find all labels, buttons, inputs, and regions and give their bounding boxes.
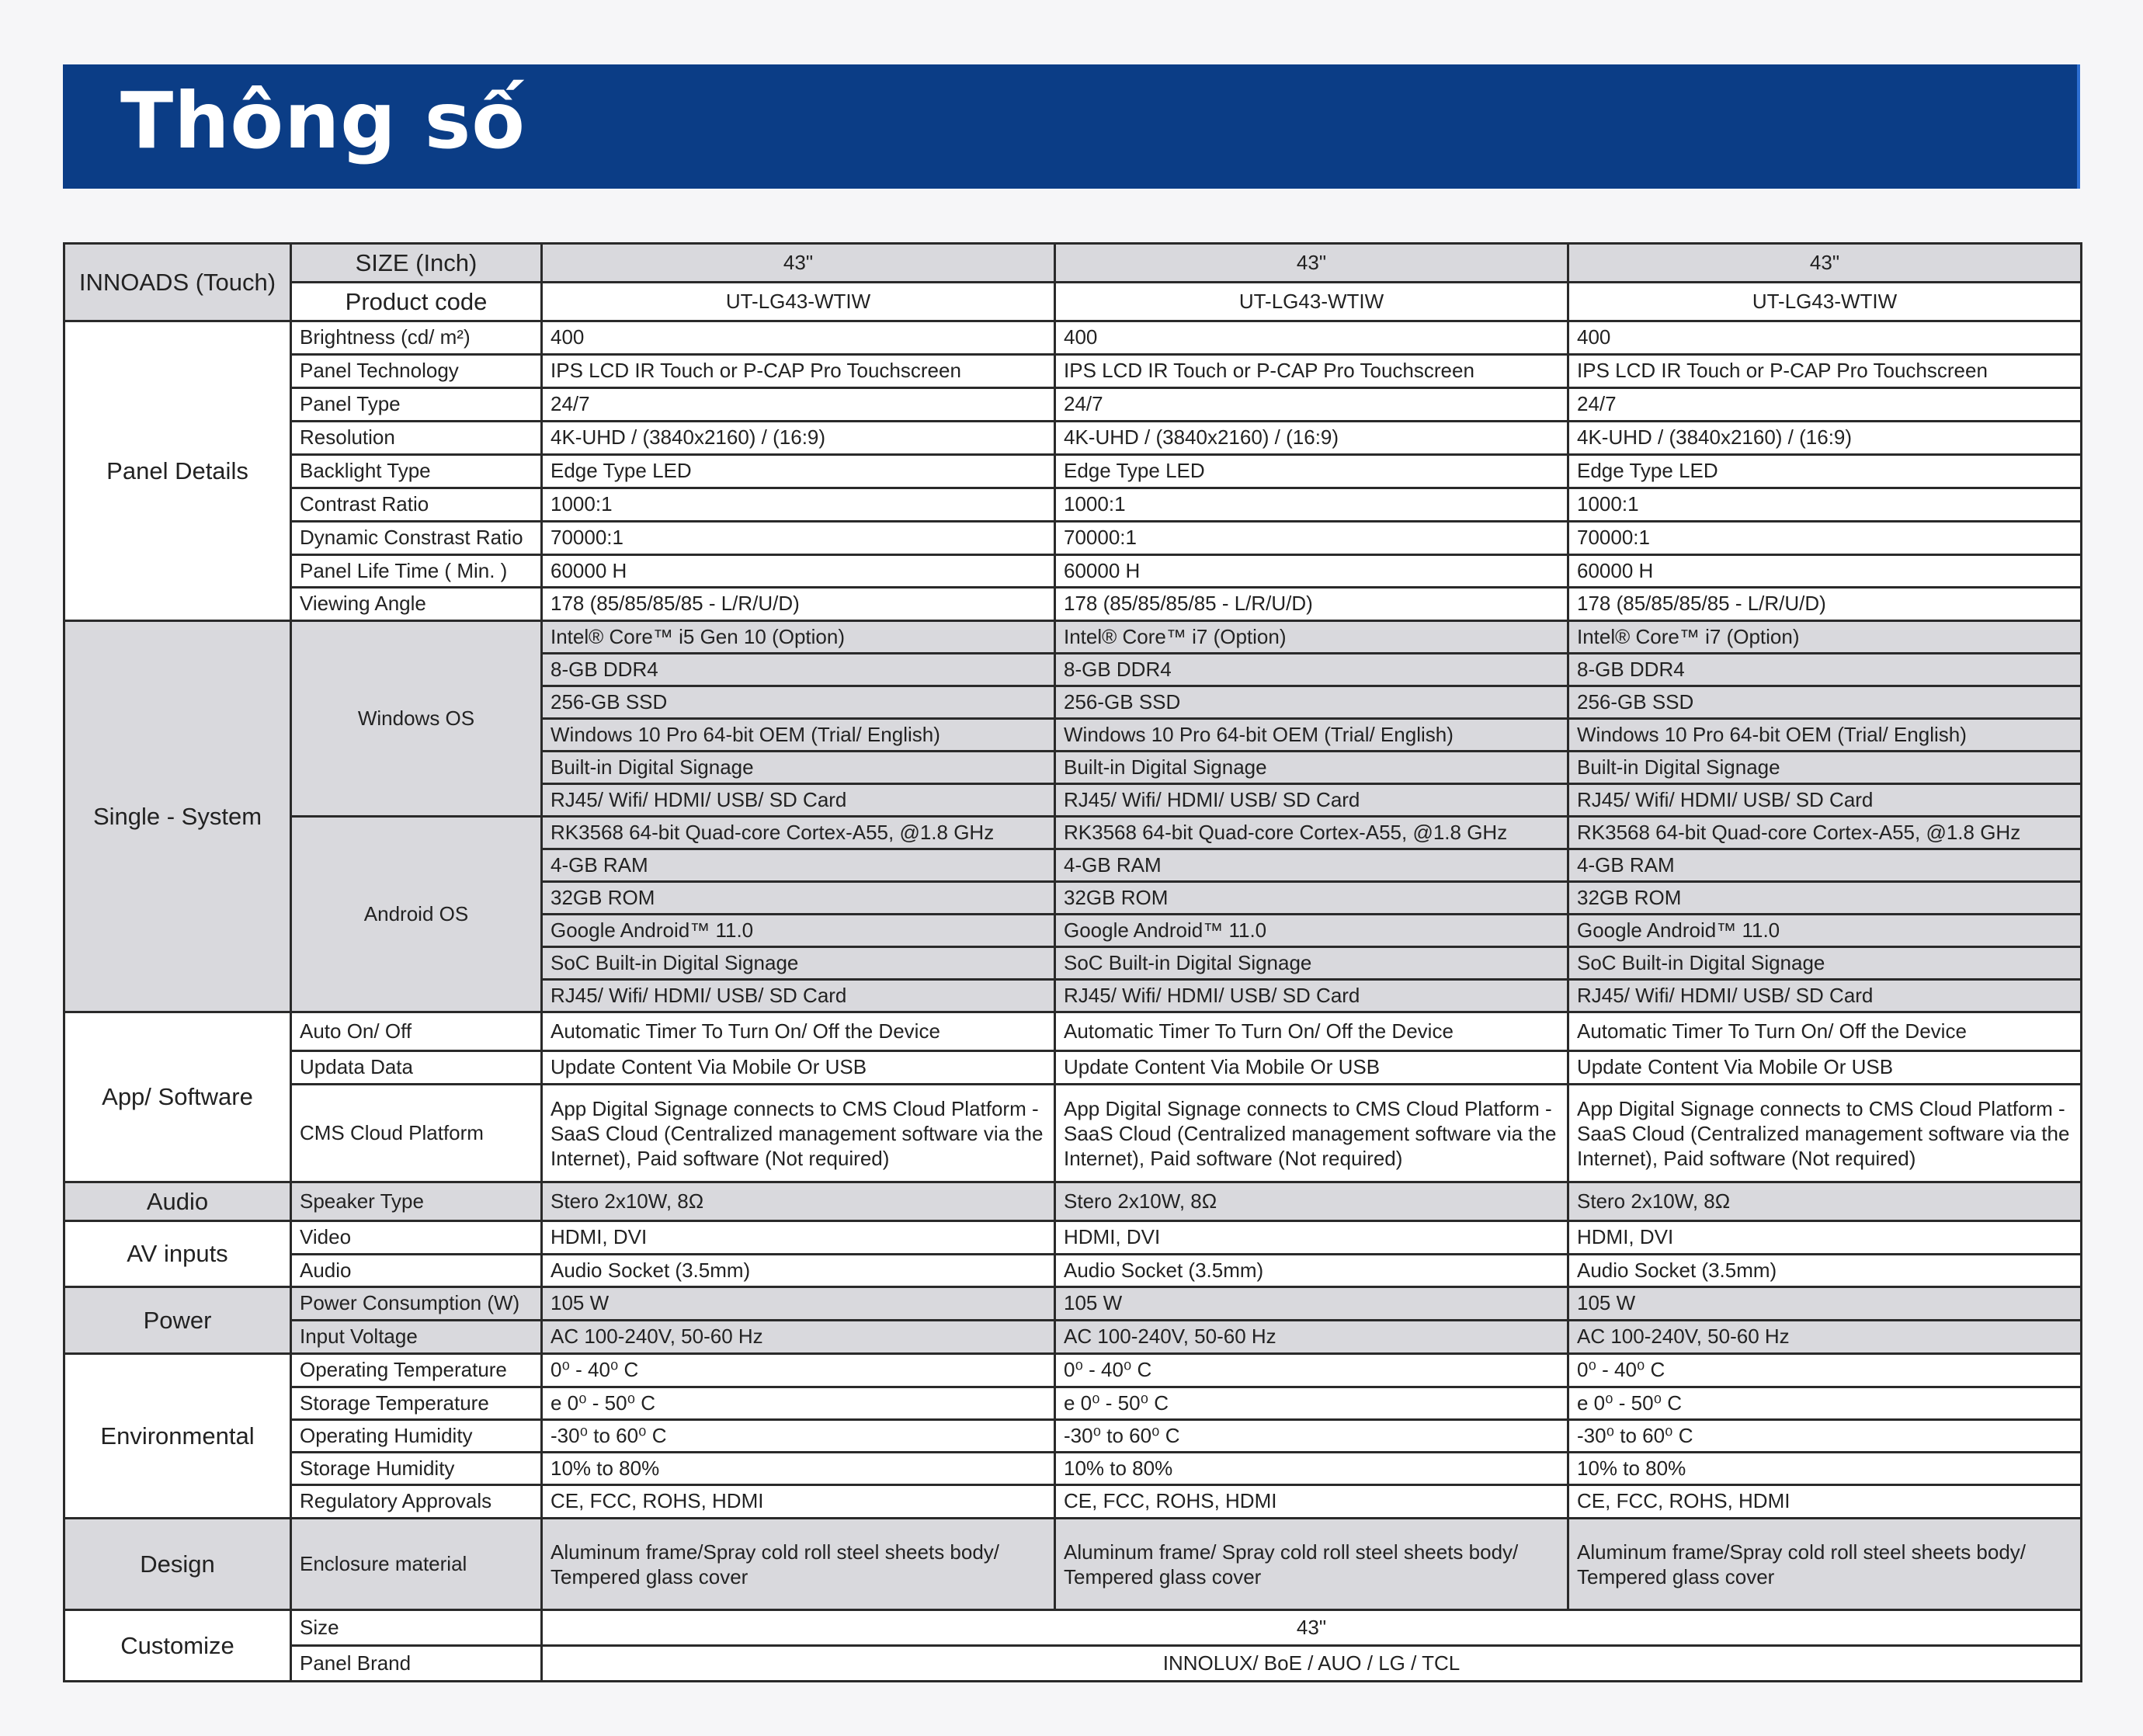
spec-label: Viewing Angle [291,588,542,621]
spec-value: Intel® Core™ i7 (Option) [1568,621,2082,654]
spec-value: CE, FCC, ROHS, HDMI [1055,1485,1568,1519]
spec-value: 70000:1 [1055,522,1568,555]
spec-value: IPS LCD IR Touch or P-CAP Pro Touchscreen [1055,355,1568,388]
spec-value: App Digital Signage connects to CMS Cloud Platform - SaaS Cloud (Centralized management software via the Internet), Paid software (Not required) [1055,1085,1568,1182]
category-panel: Panel Details [64,321,291,621]
spec-value: 105 W [542,1287,1055,1321]
spec-value: 10% to 80% [1055,1453,1568,1485]
spec-value: RJ45/ Wifi/ HDMI/ USB/ SD Card [1568,784,2082,817]
category-av: AV inputs [64,1221,291,1287]
category-env: Environmental [64,1354,291,1519]
spec-value: AC 100-240V, 50-60 Hz [1055,1321,1568,1354]
spec-value: 1000:1 [1568,488,2082,522]
spec-value: Stero 2x10W, 8Ω [1055,1182,1568,1221]
spec-value: Built-in Digital Signage [542,752,1055,784]
spec-value: 4K-UHD / (3840x2160) / (16:9) [542,422,1055,455]
table-row [64,621,2082,654]
table-row [64,555,2082,588]
spec-value: 0⁰ - 40⁰ C [1568,1354,2082,1387]
spec-value: 4-GB RAM [1568,849,2082,882]
spec-value: 60000 H [1055,555,1568,588]
spec-value: Stero 2x10W, 8Ω [542,1182,1055,1221]
header-banner [63,64,2080,189]
table-row [64,1519,2082,1610]
table-row [64,1387,2082,1420]
spec-value: 8-GB DDR4 [1568,654,2082,686]
size-header-label: SIZE (Inch) [291,244,542,283]
category-app: App/ Software [64,1012,291,1182]
spec-value: 60000 H [1568,555,2082,588]
spec-value: Edge Type LED [1568,455,2082,488]
spec-value: RK3568 64-bit Quad-core Cortex-A55, @1.8 GHz [1568,817,2082,849]
table-row [64,1485,2082,1519]
category-audio: Audio [64,1182,291,1221]
size-header-value: 43" [1568,244,2082,283]
spec-label: Brightness (cd/ m²) [291,321,542,355]
table-row [64,1221,2082,1255]
spec-label: Resolution [291,422,542,455]
spec-value: 105 W [1568,1287,2082,1321]
table-row [64,355,2082,388]
spec-value: SoC Built-in Digital Signage [542,947,1055,980]
spec-label: Auto On/ Off [291,1012,542,1051]
spec-value: 32GB ROM [1568,882,2082,915]
table-row [64,455,2082,488]
spec-value: SoC Built-in Digital Signage [1568,947,2082,980]
os-label-android: Android OS [291,817,542,1012]
spec-value: Aluminum frame/Spray cold roll steel sheets body/ Tempered glass cover [1568,1519,2082,1610]
spec-label: Operating Temperature [291,1354,542,1387]
spec-value: 8-GB DDR4 [1055,654,1568,686]
spec-label: Panel Brand [291,1646,542,1682]
spec-value: RK3568 64-bit Quad-core Cortex-A55, @1.8 GHz [1055,817,1568,849]
spec-value: RJ45/ Wifi/ HDMI/ USB/ SD Card [1055,980,1568,1012]
spec-label: Operating Humidity [291,1420,542,1453]
spec-value: Audio Socket (3.5mm) [1568,1255,2082,1287]
page-title: Thông số [120,75,526,166]
spec-value: Update Content Via Mobile Or USB [1568,1051,2082,1085]
spec-value: 70000:1 [1568,522,2082,555]
table-row [64,1420,2082,1453]
spec-value: -30⁰ to 60⁰ C [542,1420,1055,1453]
product-code-label: Product code [291,283,542,321]
spec-value: Windows 10 Pro 64-bit OEM (Trial/ English) [1568,719,2082,752]
spec-value: SoC Built-in Digital Signage [1055,947,1568,980]
spec-label: Contrast Ratio [291,488,542,522]
spec-value: -30⁰ to 60⁰ C [1055,1420,1568,1453]
spec-label: Backlight Type [291,455,542,488]
spec-value: Aluminum frame/Spray cold roll steel sheets body/ Tempered glass cover [542,1519,1055,1610]
spec-table [63,242,2082,1682]
spec-value: HDMI, DVI [1568,1221,2082,1255]
spec-label: Panel Technology [291,355,542,388]
spec-value: 24/7 [1568,388,2082,422]
spec-value: 1000:1 [542,488,1055,522]
spec-value: Update Content Via Mobile Or USB [542,1051,1055,1085]
spec-value: Aluminum frame/ Spray cold roll steel sheets body/ Tempered glass cover [1055,1519,1568,1610]
spec-value: 178 (85/85/85/85 - L/R/U/D) [1568,588,2082,621]
table-row [64,522,2082,555]
spec-value: Edge Type LED [1055,455,1568,488]
category-customize: Customize [64,1610,291,1682]
table-row [64,1085,2082,1182]
spec-value: 178 (85/85/85/85 - L/R/U/D) [542,588,1055,621]
spec-value: Google Android™ 11.0 [1055,915,1568,947]
spec-value: 256-GB SSD [1055,686,1568,719]
spec-label: CMS Cloud Platform [291,1085,542,1182]
spec-value: Built-in Digital Signage [1568,752,2082,784]
spec-value: 178 (85/85/85/85 - L/R/U/D) [1055,588,1568,621]
brand-label: INNOADS (Touch) [64,244,291,321]
spec-value: IPS LCD IR Touch or P-CAP Pro Touchscreen [542,355,1055,388]
spec-value: RK3568 64-bit Quad-core Cortex-A55, @1.8 GHz [542,817,1055,849]
table-row [64,1051,2082,1085]
spec-value: 4K-UHD / (3840x2160) / (16:9) [1055,422,1568,455]
spec-value: 8-GB DDR4 [542,654,1055,686]
product-code-value: UT-LG43-WTIW [1055,283,1568,321]
spec-value: INNOLUX/ BoE / AUO / LG / TCL [542,1646,2082,1682]
spec-value: 4K-UHD / (3840x2160) / (16:9) [1568,422,2082,455]
spec-label: Input Voltage [291,1321,542,1354]
product-code-value: UT-LG43-WTIW [542,283,1055,321]
spec-label: Power Consumption (W) [291,1287,542,1321]
size-header-value: 43" [542,244,1055,283]
spec-value: 43" [542,1610,2082,1646]
table-row [64,1646,2082,1682]
spec-value: IPS LCD IR Touch or P-CAP Pro Touchscreen [1568,355,2082,388]
table-row [64,1182,2082,1221]
spec-value: Windows 10 Pro 64-bit OEM (Trial/ English) [1055,719,1568,752]
spec-label: Audio [291,1255,542,1287]
spec-value: 105 W [1055,1287,1568,1321]
spec-value: Windows 10 Pro 64-bit OEM (Trial/ English) [542,719,1055,752]
spec-value: 400 [1568,321,2082,355]
product-code-value: UT-LG43-WTIW [1568,283,2082,321]
spec-value: Edge Type LED [542,455,1055,488]
spec-value: 0⁰ - 40⁰ C [542,1354,1055,1387]
spec-value: 256-GB SSD [542,686,1055,719]
spec-value: Update Content Via Mobile Or USB [1055,1051,1568,1085]
spec-value: RJ45/ Wifi/ HDMI/ USB/ SD Card [542,980,1055,1012]
category-power: Power [64,1287,291,1354]
table-row [64,1321,2082,1354]
spec-label: Enclosure material [291,1519,542,1610]
spec-value: 10% to 80% [542,1453,1055,1485]
spec-value: 60000 H [542,555,1055,588]
spec-value: 4-GB RAM [1055,849,1568,882]
size-header-value: 43" [1055,244,1568,283]
os-label-windows: Windows OS [291,621,542,817]
spec-value: Automatic Timer To Turn On/ Off the Device [1055,1012,1568,1051]
spec-value: RJ45/ Wifi/ HDMI/ USB/ SD Card [1568,980,2082,1012]
table-row [64,1255,2082,1287]
spec-value: 0⁰ - 40⁰ C [1055,1354,1568,1387]
table-row [64,488,2082,522]
table-row [64,1453,2082,1485]
spec-label: Panel Life Time ( Min. ) [291,555,542,588]
spec-value: 400 [542,321,1055,355]
spec-value: HDMI, DVI [1055,1221,1568,1255]
table-row [64,1610,2082,1646]
spec-value: 70000:1 [542,522,1055,555]
table-row [64,1012,2082,1051]
spec-value: Intel® Core™ i5 Gen 10 (Option) [542,621,1055,654]
spec-value: -30⁰ to 60⁰ C [1568,1420,2082,1453]
spec-value: Intel® Core™ i7 (Option) [1055,621,1568,654]
table-row [64,422,2082,455]
category-system: Single - System [64,621,291,1012]
spec-value: 400 [1055,321,1568,355]
spec-value: e 0⁰ - 50⁰ C [1055,1387,1568,1420]
spec-value: 256-GB SSD [1568,686,2082,719]
spec-value: App Digital Signage connects to CMS Cloud Platform - SaaS Cloud (Centralized management software via the Internet), Paid software (Not required) [1568,1085,2082,1182]
spec-label: Panel Type [291,388,542,422]
spec-value: e 0⁰ - 50⁰ C [1568,1387,2082,1420]
spec-value: 24/7 [542,388,1055,422]
spec-value: Audio Socket (3.5mm) [542,1255,1055,1287]
spec-value: 24/7 [1055,388,1568,422]
table-row [64,388,2082,422]
spec-value: AC 100-240V, 50-60 Hz [1568,1321,2082,1354]
table-row [64,1287,2082,1321]
spec-value: RJ45/ Wifi/ HDMI/ USB/ SD Card [1055,784,1568,817]
spec-value: 4-GB RAM [542,849,1055,882]
spec-value: Built-in Digital Signage [1055,752,1568,784]
spec-label: Regulatory Approvals [291,1485,542,1519]
spec-value: HDMI, DVI [542,1221,1055,1255]
spec-value: App Digital Signage connects to CMS Cloud Platform - SaaS Cloud (Centralized management software via the Internet), Paid software (Not required) [542,1085,1055,1182]
table-row [64,817,2082,849]
spec-value: AC 100-240V, 50-60 Hz [542,1321,1055,1354]
spec-value: Audio Socket (3.5mm) [1055,1255,1568,1287]
spec-label: Storage Temperature [291,1387,542,1420]
spec-label: Dynamic Constrast Ratio [291,522,542,555]
table-row [64,1354,2082,1387]
category-design: Design [64,1519,291,1610]
spec-label: Storage Humidity [291,1453,542,1485]
spec-value: 10% to 80% [1568,1453,2082,1485]
spec-value: Automatic Timer To Turn On/ Off the Device [1568,1012,2082,1051]
spec-label: Size [291,1610,542,1646]
spec-label: Video [291,1221,542,1255]
spec-value: e 0⁰ - 50⁰ C [542,1387,1055,1420]
spec-value: 32GB ROM [1055,882,1568,915]
spec-value: Google Android™ 11.0 [542,915,1055,947]
table-row [64,244,2082,283]
spec-value: 1000:1 [1055,488,1568,522]
spec-value: Automatic Timer To Turn On/ Off the Device [542,1012,1055,1051]
spec-value: 32GB ROM [542,882,1055,915]
spec-value: CE, FCC, ROHS, HDMI [542,1485,1055,1519]
spec-value: Stero 2x10W, 8Ω [1568,1182,2082,1221]
table-row [64,588,2082,621]
table-row [64,321,2082,355]
spec-label: Speaker Type [291,1182,542,1221]
table-row [64,283,2082,321]
spec-value: Google Android™ 11.0 [1568,915,2082,947]
spec-value: RJ45/ Wifi/ HDMI/ USB/ SD Card [542,784,1055,817]
spec-value: CE, FCC, ROHS, HDMI [1568,1485,2082,1519]
spec-label: Updata Data [291,1051,542,1085]
